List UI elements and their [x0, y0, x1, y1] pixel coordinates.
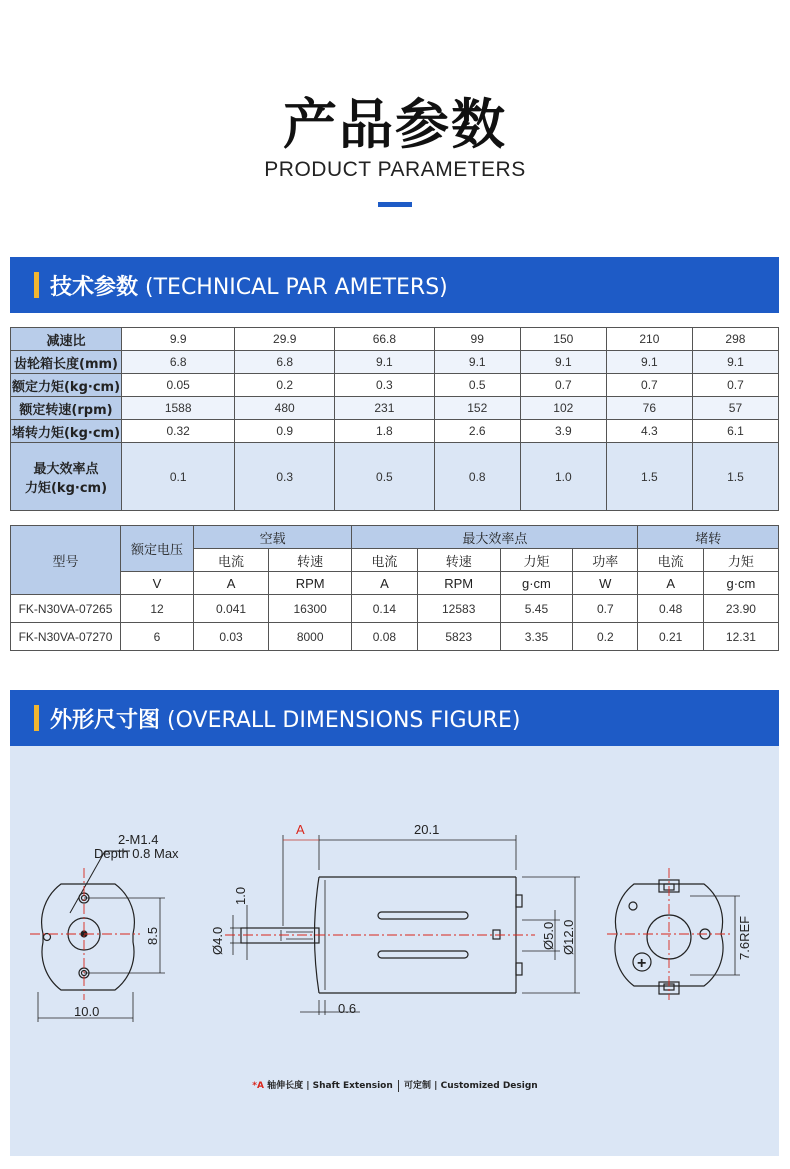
- table-cell: 12: [121, 595, 194, 623]
- unit-cell: A: [352, 572, 417, 595]
- table-cell: 0.7: [606, 374, 692, 397]
- table-cell: 16300: [269, 595, 352, 623]
- group-header: 最大效率点: [352, 526, 638, 549]
- column-header: 电流: [194, 549, 269, 572]
- unit-cell: A: [194, 572, 269, 595]
- row-label: 最大效率点 力矩(kg·cm): [11, 443, 122, 511]
- dim-height-left: 8.5: [145, 926, 160, 945]
- column-header: 力矩: [500, 549, 572, 572]
- table-cell: 0.2: [573, 623, 638, 651]
- figure-note: [0, 1078, 790, 1092]
- terminal-top: [516, 895, 522, 907]
- dim-width-left: 10.0: [74, 1004, 100, 1019]
- plus-symbol: +: [637, 955, 647, 972]
- table-cell: 9.1: [606, 351, 692, 374]
- hole-spec-label: 2-M1.4: [118, 832, 159, 847]
- unit-cell: V: [121, 572, 194, 595]
- table-cell: 76: [606, 397, 692, 420]
- table-cell: 0.48: [638, 595, 703, 623]
- table-cell: 9.1: [520, 351, 606, 374]
- table-cell: 1.5: [606, 443, 692, 511]
- shaft: [241, 928, 319, 943]
- page-title: 产品参数: [283, 93, 507, 156]
- table-cell: 0.041: [194, 595, 269, 623]
- section-title-en: (TECHNICAL PAR AMETERS): [145, 275, 448, 300]
- dim-flange: 0.6: [338, 1001, 357, 1016]
- table-cell: 1.0: [520, 443, 606, 511]
- table-cell: 0.9: [235, 420, 335, 443]
- table-cell: 0.3: [235, 443, 335, 511]
- section-title-cn: 技术参数: [50, 275, 139, 300]
- table-cell: 150: [520, 328, 606, 351]
- table-cell: 57: [692, 397, 778, 420]
- table-cell: 66.8: [335, 328, 435, 351]
- table-cell: 0.3: [335, 374, 435, 397]
- table-cell: 5823: [417, 623, 500, 651]
- column-header: 电流: [638, 549, 703, 572]
- unit-cell: g·cm: [500, 572, 572, 595]
- table-cell: 0.1: [122, 443, 235, 511]
- page-subtitle: PRODUCT PARAMETERS: [264, 158, 526, 181]
- table-cell: 1.8: [335, 420, 435, 443]
- table-cell: 0.8: [434, 443, 520, 511]
- table-cell: 9.1: [692, 351, 778, 374]
- table-cell: 29.9: [235, 328, 335, 351]
- table-cell: 9.9: [122, 328, 235, 351]
- row-label: 齿轮箱长度(mm): [11, 351, 122, 374]
- table-cell: 4.3: [606, 420, 692, 443]
- table-cell: 8000: [269, 623, 352, 651]
- section-title-cn: 外形尺寸图: [50, 708, 161, 733]
- note-customized: 可定制 | Customized Design: [404, 1081, 538, 1091]
- model-cell: FK-N30VA-07270: [11, 623, 121, 651]
- row-label: 减速比: [11, 328, 122, 351]
- column-header: 功率: [573, 549, 638, 572]
- dim-a-label: A: [296, 822, 305, 837]
- table-cell: 210: [606, 328, 692, 351]
- table-cell: 6.8: [122, 351, 235, 374]
- terminal-bottom: [516, 963, 522, 975]
- body-slot: [378, 912, 468, 919]
- table-cell: 9.1: [434, 351, 520, 374]
- column-header: 转速: [269, 549, 352, 572]
- dim-shaft-diameter: Ø4.0: [210, 926, 225, 955]
- section-title-en: (OVERALL DIMENSIONS FIGURE): [167, 708, 521, 733]
- unit-cell: A: [638, 572, 703, 595]
- row-label: 堵转力矩(kg·cm): [11, 420, 122, 443]
- table-cell: 0.21: [638, 623, 703, 651]
- table-cell: 480: [235, 397, 335, 420]
- dim-ref: 7.6REF: [737, 915, 752, 960]
- table-cell: 0.03: [194, 623, 269, 651]
- table-cell: 99: [434, 328, 520, 351]
- table-cell: 1.5: [692, 443, 778, 511]
- row-label: 额定转速(rpm): [11, 397, 122, 420]
- table-cell: 0.5: [335, 443, 435, 511]
- table-cell: 298: [692, 328, 778, 351]
- table-cell: 12583: [417, 595, 500, 623]
- vent-hole: [44, 934, 51, 941]
- table-cell: 2.6: [434, 420, 520, 443]
- column-header: 电流: [352, 549, 417, 572]
- table-cell: 0.7: [520, 374, 606, 397]
- column-header: 力矩: [703, 549, 778, 572]
- model-header: 型号: [11, 526, 121, 595]
- voltage-header: 额定电压: [121, 526, 194, 572]
- table-cell: 231: [335, 397, 435, 420]
- unit-cell: g·cm: [703, 572, 778, 595]
- table-cell: 3.35: [500, 623, 572, 651]
- note-shaft-extension: 轴伸长度 | Shaft Extension: [267, 1081, 393, 1091]
- unit-cell: W: [573, 572, 638, 595]
- table-cell: 0.7: [692, 374, 778, 397]
- table-cell: 3.9: [520, 420, 606, 443]
- dim-boss-diameter: Ø5.0: [541, 921, 556, 950]
- dim-shaft-length: 1.0: [233, 886, 248, 905]
- table-cell: 0.7: [573, 595, 638, 623]
- note-star: *A: [252, 1081, 264, 1091]
- column-header: 转速: [417, 549, 500, 572]
- unit-cell: RPM: [269, 572, 352, 595]
- table-cell: 152: [434, 397, 520, 420]
- depth-label: Depth 0.8 Max: [94, 846, 179, 861]
- table-cell: 0.5: [434, 374, 520, 397]
- group-header: 堵转: [638, 526, 779, 549]
- table-cell: 5.45: [500, 595, 572, 623]
- table-cell: 6.8: [235, 351, 335, 374]
- group-header: 空载: [194, 526, 352, 549]
- table-cell: 6.1: [692, 420, 778, 443]
- table-cell: 0.32: [122, 420, 235, 443]
- table-cell: 1588: [122, 397, 235, 420]
- table-cell: 0.05: [122, 374, 235, 397]
- table-cell: 0.14: [352, 595, 417, 623]
- row-label: 额定力矩(kg·cm): [11, 374, 122, 397]
- table-cell: 6: [121, 623, 194, 651]
- table-cell: 23.90: [703, 595, 778, 623]
- table-cell: 102: [520, 397, 606, 420]
- model-cell: FK-N30VA-07265: [11, 595, 121, 623]
- table-cell: 0.2: [235, 374, 335, 397]
- body-slot: [378, 951, 468, 958]
- table-cell: 0.08: [352, 623, 417, 651]
- table-cell: 9.1: [335, 351, 435, 374]
- dim-length: 20.1: [414, 822, 440, 837]
- dim-body-diameter: Ø12.0: [561, 919, 576, 955]
- unit-cell: RPM: [417, 572, 500, 595]
- table-cell: 12.31: [703, 623, 778, 651]
